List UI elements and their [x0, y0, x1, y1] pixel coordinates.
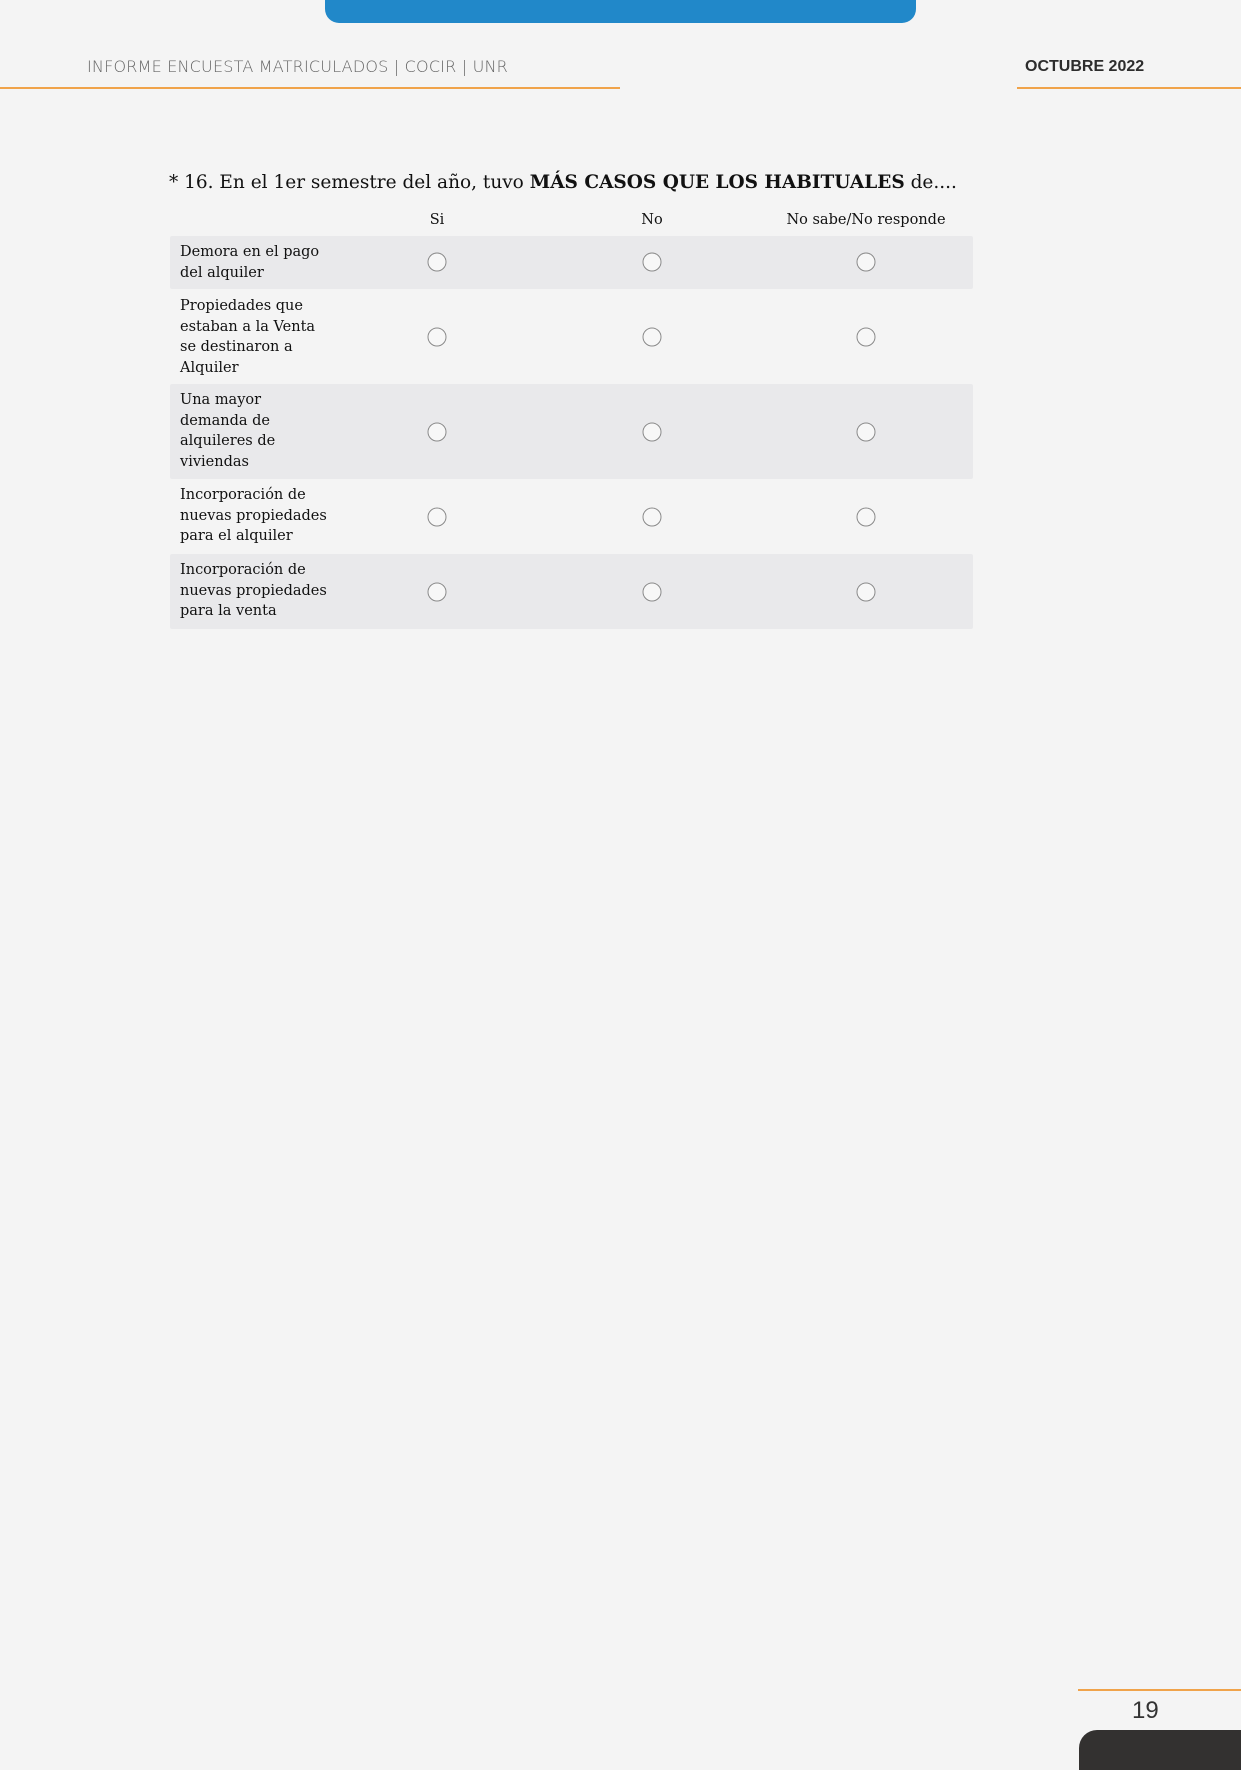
radio-option-no[interactable] [643, 423, 662, 442]
header-divider-right [1017, 87, 1241, 89]
matrix-row [170, 236, 973, 289]
question-prefix: * 16. En el 1er semestre del año, tuvo [169, 172, 530, 193]
radio-option-no[interactable] [643, 583, 662, 602]
column-header-ns-nr: No sabe/No responde [786, 212, 946, 228]
column-header-si: Si [429, 212, 445, 228]
radio-option-ns-nr[interactable] [857, 328, 876, 347]
row-label: Una mayor demanda de alquileres de viviendas [180, 392, 276, 470]
radio-option-no[interactable] [643, 508, 662, 527]
radio-option-si[interactable] [428, 423, 447, 442]
column-header-no: No [641, 212, 663, 228]
question-emphasis: MÁS CASOS QUE LOS HABITUALES [529, 172, 905, 193]
matrix-row [170, 384, 973, 479]
matrix-row [170, 289, 973, 384]
radio-option-ns-nr[interactable] [857, 583, 876, 602]
radio-option-si[interactable] [428, 583, 447, 602]
report-title: INFORME ENCUESTA MATRICULADOS | COCIR | UNR [87, 57, 508, 76]
header-divider-left [0, 87, 620, 89]
radio-option-si[interactable] [428, 328, 447, 347]
header-tab [325, 0, 916, 23]
question-suffix: de.... [904, 172, 957, 193]
radio-option-ns-nr[interactable] [857, 508, 876, 527]
question-title [169, 172, 957, 193]
row-label: Incorporación de nuevas propiedades para el alquiler [180, 487, 327, 544]
radio-option-si[interactable] [428, 508, 447, 527]
matrix-row [170, 479, 973, 554]
radio-option-no[interactable] [643, 328, 662, 347]
footer-divider [1078, 1689, 1241, 1691]
page-number: 19 [1132, 1697, 1159, 1724]
radio-option-ns-nr[interactable] [857, 423, 876, 442]
row-label: Demora en el pago del alquiler [180, 244, 320, 281]
footer-tab [1079, 1730, 1241, 1770]
row-label: Propiedades que estaban a la Venta se destinaron a Alquiler [180, 298, 316, 376]
report-date: OCTUBRE 2022 [1025, 58, 1145, 75]
radio-option-ns-nr[interactable] [857, 253, 876, 272]
radio-option-no[interactable] [643, 253, 662, 272]
radio-option-si[interactable] [428, 253, 447, 272]
row-label: Incorporación de nuevas propiedades para la venta [180, 562, 327, 619]
matrix-row [170, 554, 973, 629]
